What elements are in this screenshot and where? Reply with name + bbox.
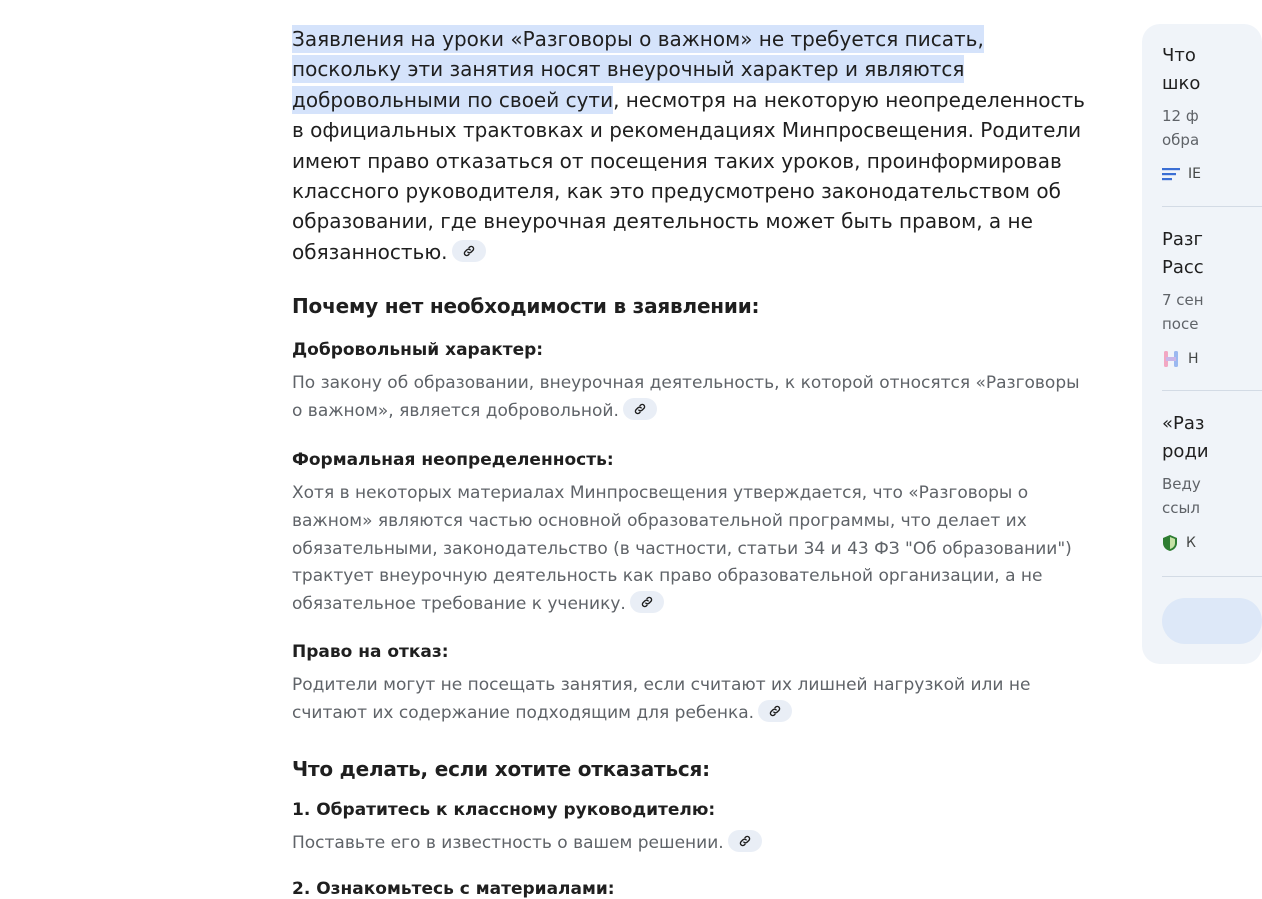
item-text-refusal-right: Родители могут не посещать занятия, если считают их лишней нагрузкой или не считают их содержание подходящим для ребенка. [292, 675, 1031, 723]
divider [1162, 390, 1262, 391]
link-icon [462, 244, 476, 258]
link-icon [738, 834, 752, 848]
source-site: К [1162, 534, 1262, 552]
item-title-voluntary: Добровольный характер: [292, 340, 544, 360]
step-title-materials: 2. Ознакомьтесь с материалами: [292, 879, 615, 899]
highlighted-text: Заявления на уроки «Разговоры о важном» не требуется писать, поскольку эти занятия носят внеурочный характер и являются добровольными по своей сути [292, 27, 984, 112]
divider [1162, 206, 1262, 207]
source-link-chip[interactable] [623, 398, 657, 420]
source-card[interactable] [1162, 226, 1262, 368]
source-link-chip[interactable] [452, 240, 486, 262]
source-link-chip[interactable] [728, 830, 762, 852]
sources-panel [1142, 24, 1262, 664]
source-title: Что шко [1162, 45, 1201, 94]
doc-lines-icon [1162, 167, 1180, 181]
item-title-refusal-right: Право на отказ: [292, 642, 449, 662]
section-heading-why: Почему нет необходимости в заявлении: [292, 294, 760, 318]
source-title: «Раз роди [1162, 413, 1209, 462]
show-all-sources-button[interactable] [1162, 598, 1262, 644]
link-icon [768, 704, 782, 718]
source-snippet: 7 сен посе [1162, 291, 1204, 333]
divider [1162, 576, 1262, 577]
source-snippet: Веду ссыл [1162, 475, 1201, 517]
step-text-contact-teacher: Поставьте его в известность о вашем решении. [292, 830, 1092, 858]
source-site: IE [1162, 166, 1262, 182]
shield-icon [1162, 534, 1178, 552]
source-title: Разг Расс [1162, 229, 1204, 278]
intro-paragraph [292, 24, 1092, 267]
source-link-chip[interactable] [630, 591, 664, 613]
source-card[interactable] [1162, 42, 1262, 182]
item-title-uncertainty: Формальная неопределенность: [292, 450, 614, 470]
item-text-voluntary: По закону об образовании, внеурочная деятельность, к которой относятся «Разговоры о важном», является добровольной. [292, 373, 1080, 421]
link-icon [640, 595, 654, 609]
h-logo-icon [1162, 350, 1180, 368]
intro-text: , несмотря на некоторую неопределенность в официальных трактовках и рекомендациях Минпросвещения. Родители имеют право отказаться от посещения таких уроков, проинформировав классного руководителя, как это предусмотрено законодательством об образовании, где внеурочная деятельность может быть правом, а не обязанностью. [292, 87, 1085, 264]
section-heading-what-to-do: Что делать, если хотите отказаться: [292, 757, 710, 781]
source-link-chip[interactable] [758, 700, 792, 722]
link-icon [633, 402, 647, 416]
item-text-uncertainty: Хотя в некоторых материалах Минпросвещения утверждается, что «Разговоры о важном» являются частью основной образовательной программы, что делает их обязательными, законодательство (в частности, статьи 34 и 43 ФЗ "Об образовании") трактует внеурочную деятельность как право образовательной организации, а не обязательное требование к ученику. [292, 483, 1072, 615]
source-card[interactable] [1162, 410, 1262, 552]
source-snippet: 12 ф обра [1162, 107, 1200, 149]
step-title-contact-teacher: 1. Обратитесь к классному руководителю: [292, 800, 716, 820]
source-site: Н [1162, 350, 1262, 368]
